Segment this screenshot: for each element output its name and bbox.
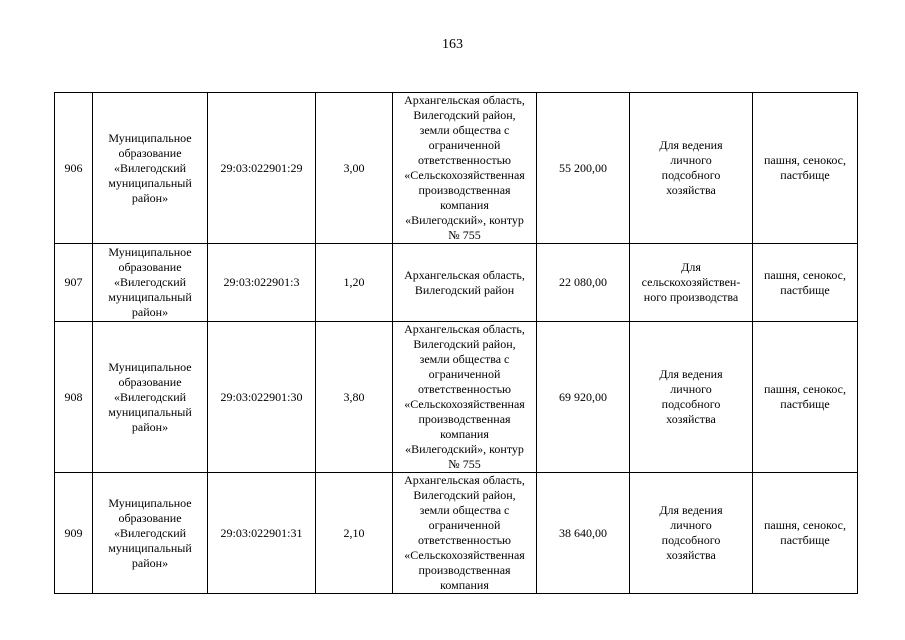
land-type-cell: [753, 93, 858, 244]
land-type-text: пашня, сенокос, пастбище: [764, 267, 846, 297]
row-number-cell: [55, 244, 93, 322]
price-value: 69 920,00: [559, 389, 607, 404]
cadastral-number: 29:03:022901:31: [220, 525, 303, 540]
land-plots-table: [54, 92, 858, 594]
land-type-cell: [753, 244, 858, 322]
address-cell: [393, 473, 537, 594]
price-cell: [537, 93, 630, 244]
permitted-use-text: Для ведения личного подсобного хозяйства: [659, 367, 723, 426]
area-cell: [316, 244, 393, 322]
land-type-cell: [753, 473, 858, 594]
address-cell: [393, 322, 537, 473]
area-value: 2,10: [343, 525, 365, 540]
permitted-use-text: Для сельскохозяйствен- ного производства: [641, 260, 741, 304]
table-row: [55, 93, 858, 244]
land-type-text: пашня, сенокос, пастбище: [764, 518, 846, 547]
price-value: 22 080,00: [559, 275, 607, 289]
area-value: 3,80: [343, 389, 365, 404]
permitted-use-text: Для ведения личного подсобного хозяйства: [659, 138, 723, 197]
owner-text: Муниципальное образование «Вилегодский муниципальный район»: [108, 359, 192, 434]
price-cell: [537, 244, 630, 322]
cadastral-number-cell: [208, 473, 316, 594]
permitted-use-cell: [630, 473, 753, 594]
cadastral-number: 29:03:022901:29: [220, 160, 303, 175]
address-text: Архангельская область, Вилегодский район: [404, 267, 525, 297]
table-row: [55, 244, 858, 322]
land-type-text: пашня, сенокос, пастбище: [764, 153, 846, 182]
price-value: 55 200,00: [559, 160, 607, 175]
owner-text: Муниципальное образование «Вилегодский муниципальный район»: [108, 245, 192, 319]
row-number: 908: [64, 389, 83, 404]
row-number-cell: [55, 473, 93, 594]
area-value: 1,20: [343, 275, 365, 289]
row-number: 909: [64, 525, 83, 540]
row-number-cell: [55, 93, 93, 244]
owner-cell: [93, 322, 208, 473]
page-number: 163: [442, 37, 463, 52]
cadastral-number: 29:03:022901:30: [220, 389, 303, 404]
address-cell: [393, 244, 537, 322]
owner-cell: [93, 244, 208, 322]
address-text: Архангельская область, Вилегодский район, земли общества с ограниченной ответственностью «Сельскохозяйственная производственная компания «Вилегодский», контур № 755: [404, 93, 525, 242]
address-text: Архангельская область, Вилегодский район, земли общества с ограниченной ответственностью «Сельскохозяйственная производственная компания «Вилегодский», контур № 755: [404, 322, 525, 471]
cadastral-number-cell: [208, 322, 316, 473]
land-type-text: пашня, сенокос, пастбище: [764, 382, 846, 411]
area-cell: [316, 473, 393, 594]
price-value: 38 640,00: [559, 525, 607, 540]
owner-cell: [93, 93, 208, 244]
land-type-cell: [753, 322, 858, 473]
price-cell: [537, 473, 630, 594]
permitted-use-text: Для ведения личного подсобного хозяйства: [659, 503, 723, 562]
row-number: 906: [64, 160, 83, 175]
row-number-cell: [55, 322, 93, 473]
table-row: [55, 473, 858, 594]
permitted-use-cell: [630, 244, 753, 322]
area-value: 3,00: [343, 160, 365, 175]
address-cell: [393, 93, 537, 244]
cadastral-number-cell: [208, 244, 316, 322]
permitted-use-cell: [630, 93, 753, 244]
owner-cell: [93, 473, 208, 594]
cadastral-number: 29:03:022901:3: [223, 275, 300, 289]
area-cell: [316, 93, 393, 244]
price-cell: [537, 322, 630, 473]
permitted-use-cell: [630, 322, 753, 473]
cadastral-number-cell: [208, 93, 316, 244]
area-cell: [316, 322, 393, 473]
owner-text: Муниципальное образование «Вилегодский муниципальный район»: [108, 495, 192, 570]
address-text: Архангельская область, Вилегодский район, земли общества с ограниченной ответственностью «Сельскохозяйственная производственная компания: [404, 473, 525, 592]
row-number: 907: [64, 275, 83, 289]
owner-text: Муниципальное образование «Вилегодский муниципальный район»: [108, 130, 192, 205]
table-row: [55, 322, 858, 473]
